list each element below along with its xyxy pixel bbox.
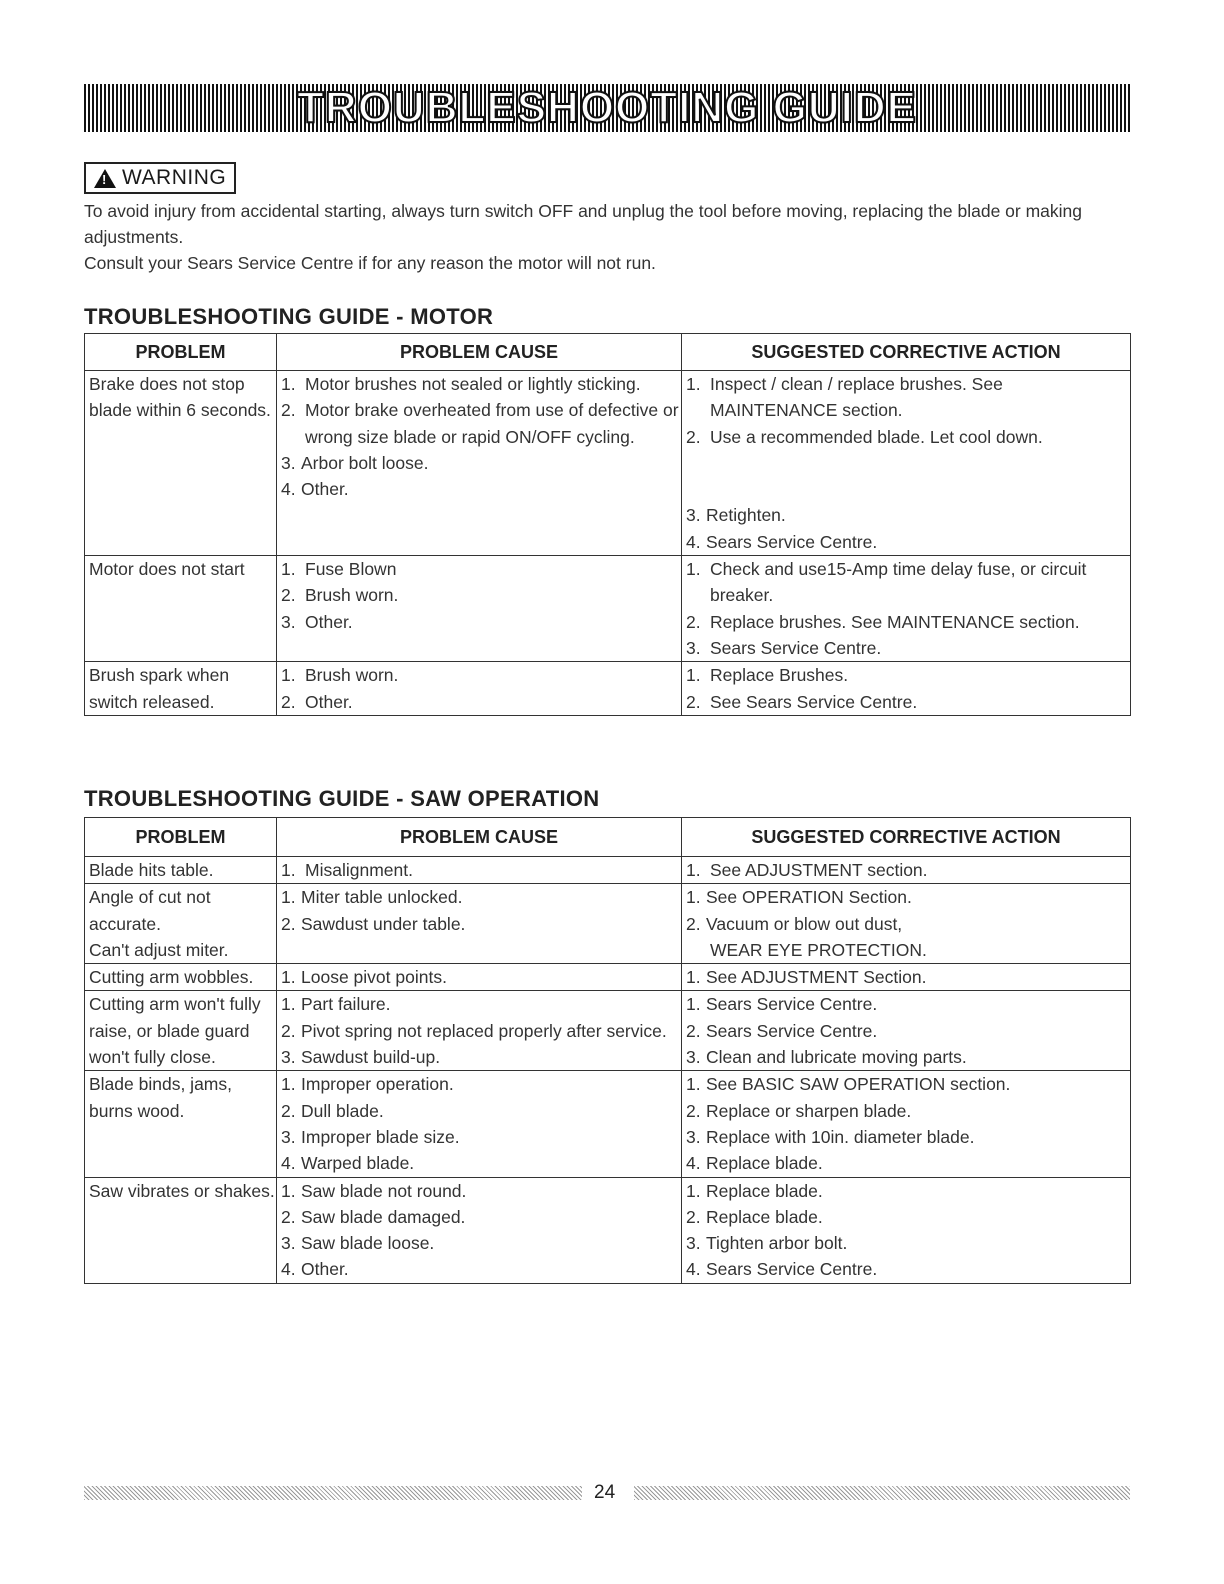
intro-line-1: To avoid injury from accidental starting, always turn switch OFF and unplug the tool before moving, replacing the blade or making adjustments. (84, 201, 1083, 247)
page-title: TROUBLESHOOTING GUIDE (297, 83, 917, 132)
cause-cell: 1. Part failure. 2. Pivot spring not replaced properly after service. 3. Sawdust build-up. (277, 991, 682, 1071)
problem-cell: Cutting arm wobbles. (85, 964, 277, 991)
page-footer (84, 1482, 1130, 1504)
cause-cell: 1. Miter table unlocked. 2. Sawdust under table. (277, 884, 682, 964)
cause-item: Arbor bolt loose. (301, 452, 429, 473)
cause-item: Improper operation. (301, 1074, 454, 1095)
header-problem: PROBLEM (85, 334, 277, 371)
action-item: See BASIC SAW OPERATION section. (706, 1074, 1011, 1095)
table-row (85, 662, 1131, 716)
action-item: See ADJUSTMENT section. (710, 860, 928, 880)
action-item: Sears Service Centre. (706, 1020, 878, 1041)
problem-text: Angle of cut not accurate. (89, 887, 211, 934)
action-cell: 1. Replace blade. 2. Replace blade. 3. Tighten arbor bolt. 4. Sears Service Centre. (682, 1177, 1131, 1283)
cause-item: Sawdust under table. (301, 913, 466, 934)
cause-item: Other. (301, 1259, 349, 1280)
action-item: WEAR EYE PROTECTION. (710, 939, 927, 960)
problem-cell (85, 884, 277, 964)
action-cell: 1. See OPERATION Section. 2. Vacuum or blow out dust, WEAR EYE PROTECTION. (682, 884, 1131, 964)
action-item: Sears Service Centre. (706, 994, 878, 1015)
warning-triangle-icon (94, 169, 116, 188)
table-row (85, 857, 1131, 884)
cause-cell: 1. Loose pivot points. (277, 964, 682, 991)
motor-section-title: TROUBLESHOOTING GUIDE - MOTOR (84, 304, 494, 329)
action-item: Replace blade. (706, 1153, 823, 1174)
saw-operation-table (84, 817, 1131, 1284)
cause-item: Motor brake overheated from use of defective or wrong size blade or rapid ON/OFF cycling. (305, 400, 679, 447)
cause-item: Miter table unlocked. (301, 887, 463, 908)
action-cell: 1. See BASIC SAW OPERATION section. 2. Replace or sharpen blade. 3. Replace with 10in. diameter blade. 4. Replace blade. (682, 1071, 1131, 1177)
cause-item: Warped blade. (301, 1153, 415, 1174)
cause-cell: 1. Fuse Blown 2. Brush worn. 3. Other. (277, 556, 682, 662)
problem-text: Can't adjust miter. (89, 939, 229, 960)
problem-cell: Saw vibrates or shakes. (85, 1177, 277, 1283)
cause-item: Motor brushes not sealed or lightly sticking. (305, 374, 641, 394)
action-item: Replace blade. (706, 1180, 823, 1201)
header-problem: PROBLEM (85, 818, 277, 857)
cause-cell: 1. Brush worn. 2. Other. (277, 662, 682, 716)
cause-item: Saw blade damaged. (301, 1206, 466, 1227)
title-banner (84, 84, 1130, 132)
cause-cell: 1. Saw blade not round. 2. Saw blade damaged. 3. Saw blade loose. 4. Other. (277, 1177, 682, 1283)
intro-line-2: Consult your Sears Service Centre if for any reason the motor will not run. (84, 253, 656, 273)
cause-item: Dull blade. (301, 1100, 384, 1121)
cause-item: Improper blade size. (301, 1126, 460, 1147)
cause-cell: 1. Motor brushes not sealed or lightly sticking. 2. Motor brake overheated from use of defective or wrong size blade or rapid ON/OFF cycling. 3. Arbor bolt loose. 4. Other. (277, 371, 682, 556)
action-cell: 1. Inspect / clean / replace brushes. See MAINTENANCE section. 2. Use a recommended blade. Let cool down. 3. Retighten. 4. Sears Service Centre. (682, 371, 1131, 556)
problem-cell: Brake does not stop blade within 6 seconds. (85, 371, 277, 556)
table-row (85, 371, 1131, 556)
page-number: 24 (594, 1482, 616, 1503)
action-item: Replace or sharpen blade. (706, 1100, 912, 1121)
cause-cell: 1. Improper operation. 2. Dull blade. 3. Improper blade size. 4. Warped blade. (277, 1071, 682, 1177)
problem-cell: Blade binds, jams, burns wood. (85, 1071, 277, 1177)
table-row (85, 991, 1131, 1071)
action-item: See Sears Service Centre. (710, 691, 918, 712)
cause-item: Misalignment. (305, 860, 413, 880)
cause-item: Loose pivot points. (301, 967, 447, 988)
action-item: Replace Brushes. (710, 665, 849, 686)
problem-cell: Blade hits table. (85, 857, 277, 884)
cause-cell: 1. Misalignment. (277, 857, 682, 884)
footer-bar-right (634, 1486, 1130, 1500)
action-item: Tighten arbor bolt. (706, 1233, 848, 1254)
cause-item: Pivot spring not replaced properly after service. (301, 1020, 667, 1041)
table-row (85, 1177, 1131, 1283)
cause-item: Other. (301, 479, 349, 500)
action-cell: 1. Sears Service Centre. 2. Sears Service Centre. 3. Clean and lubricate moving parts. (682, 991, 1131, 1071)
intro-text (84, 198, 1134, 276)
cause-item: Other. (305, 611, 353, 632)
saw-section-title: TROUBLESHOOTING GUIDE - SAW OPERATION (84, 786, 600, 811)
action-item: Check and use15-Amp time delay fuse, or circuit breaker. (710, 559, 1087, 606)
action-cell: 1. Check and use15-Amp time delay fuse, or circuit breaker. 2. Replace brushes. See MAINTENANCE section. 3. Sears Service Centre. (682, 556, 1131, 662)
cause-item: Saw blade not round. (301, 1180, 467, 1201)
header-problem-cause: PROBLEM CAUSE (277, 818, 682, 857)
warning-label: WARNING (122, 166, 227, 189)
cause-item: Part failure. (301, 994, 391, 1015)
table-row (85, 884, 1131, 964)
problem-cell: Cutting arm won't fully raise, or blade guard won't fully close. (85, 991, 277, 1071)
action-cell: 1. See ADJUSTMENT Section. (682, 964, 1131, 991)
action-item: Clean and lubricate moving parts. (706, 1047, 967, 1068)
cause-item: Sawdust build-up. (301, 1047, 441, 1068)
action-item: Sears Service Centre. (710, 637, 882, 658)
header-problem-cause: PROBLEM CAUSE (277, 334, 682, 371)
action-item: Sears Service Centre. (706, 1259, 878, 1280)
action-item: Replace with 10in. diameter blade. (706, 1126, 975, 1147)
action-item: Replace brushes. See MAINTENANCE section. (710, 611, 1080, 632)
action-item: Retighten. (706, 505, 786, 526)
action-item: Vacuum or blow out dust, (706, 913, 903, 934)
table-header-row (85, 818, 1131, 857)
action-item: Replace blade. (706, 1206, 823, 1227)
cause-item: Saw blade loose. (301, 1233, 435, 1254)
warning-label-box (84, 162, 236, 194)
action-cell: 1. See ADJUSTMENT section. (682, 857, 1131, 884)
table-row (85, 556, 1131, 662)
cause-item: Brush worn. (305, 585, 399, 606)
cause-item: Other. (305, 691, 353, 712)
action-item: Inspect / clean / replace brushes. See MAINTENANCE section. (710, 374, 1003, 421)
action-item: See ADJUSTMENT Section. (706, 967, 927, 988)
problem-cell: Motor does not start (85, 556, 277, 662)
table-row (85, 1071, 1131, 1177)
table-row (85, 964, 1131, 991)
footer-bar-left (84, 1486, 582, 1500)
header-corrective-action: SUGGESTED CORRECTIVE ACTION (682, 334, 1131, 371)
cause-item: Fuse Blown (305, 559, 397, 580)
action-item: Sears Service Centre. (706, 531, 878, 552)
cause-item: Brush worn. (305, 665, 399, 686)
header-corrective-action: SUGGESTED CORRECTIVE ACTION (682, 818, 1131, 857)
action-item: See OPERATION Section. (706, 887, 912, 908)
action-cell: 1. Replace Brushes. 2. See Sears Service Centre. (682, 662, 1131, 716)
motor-table (84, 333, 1131, 716)
table-header-row (85, 334, 1131, 371)
action-item: Use a recommended blade. Let cool down. (710, 426, 1043, 447)
problem-cell: Brush spark when switch released. (85, 662, 277, 716)
